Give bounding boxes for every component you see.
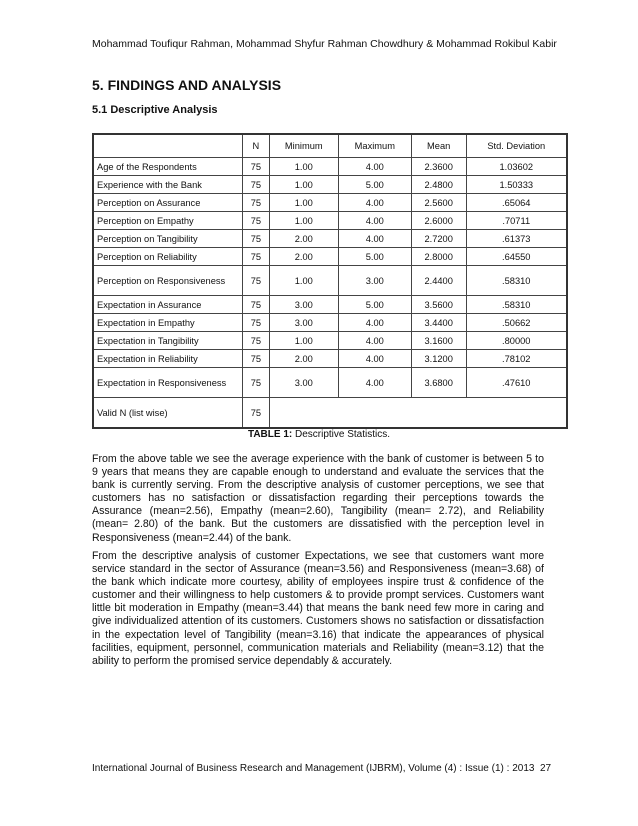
cell-n: 75	[243, 176, 270, 194]
cell-mean: 3.4400	[411, 314, 466, 332]
cell-sd: .80000	[466, 332, 567, 350]
cell-mean: 3.1200	[411, 350, 466, 368]
cell-min: 2.00	[269, 230, 338, 248]
cell-sd: .47610	[466, 368, 567, 398]
cell-mean: 2.3600	[411, 158, 466, 176]
section-title: 5. FINDINGS AND ANALYSIS	[92, 77, 282, 93]
table-row	[93, 230, 567, 248]
cell-min: 1.00	[269, 266, 338, 296]
caption-text: Descriptive Statistics.	[292, 429, 391, 440]
table-row	[93, 314, 567, 332]
column-header-maximum: Maximum	[338, 134, 411, 158]
cell-sd: .50662	[466, 314, 567, 332]
table-row	[93, 176, 567, 194]
cell-label: Perception on Empathy	[93, 212, 243, 230]
cell-min: 3.00	[269, 314, 338, 332]
cell-label: Expectation in Empathy	[93, 314, 243, 332]
cell-max: 4.00	[338, 368, 411, 398]
table-row	[93, 368, 567, 398]
cell-label: Perception on Tangibility	[93, 230, 243, 248]
column-header-mean: Mean	[411, 134, 466, 158]
cell-max: 5.00	[338, 248, 411, 266]
cell-max: 5.00	[338, 176, 411, 194]
valid-n-row	[93, 398, 567, 429]
table-row	[93, 332, 567, 350]
table-row	[93, 194, 567, 212]
cell-n: 75	[243, 230, 270, 248]
caption-label: TABLE 1:	[247, 429, 293, 440]
cell-label: Perception on Assurance	[93, 194, 243, 212]
cell-sd: .70711	[466, 212, 567, 230]
empty-cell	[338, 398, 411, 429]
cell-label: Expectation in Reliability	[93, 350, 243, 368]
cell-min: 2.00	[269, 248, 338, 266]
cell-mean: 2.4400	[411, 266, 466, 296]
cell-n: 75	[243, 398, 270, 429]
cell-min: 1.00	[269, 332, 338, 350]
table-row	[93, 212, 567, 230]
cell-min: 3.00	[269, 296, 338, 314]
cell-mean: 3.6800	[411, 368, 466, 398]
cell-min: 2.00	[269, 350, 338, 368]
empty-cell	[411, 398, 466, 429]
cell-max: 4.00	[338, 194, 411, 212]
cell-min: 1.00	[269, 212, 338, 230]
cell-n: 75	[243, 158, 270, 176]
table-row	[93, 248, 567, 266]
cell-max: 4.00	[338, 212, 411, 230]
column-header-std-deviation: Std. Deviation	[466, 134, 567, 158]
cell-n: 75	[243, 194, 270, 212]
cell-label: Experience with the Bank	[93, 176, 243, 194]
cell-n: 75	[243, 212, 270, 230]
cell-n: 75	[243, 332, 270, 350]
cell-n: 75	[243, 368, 270, 398]
cell-sd: .78102	[466, 350, 567, 368]
cell-max: 4.00	[338, 314, 411, 332]
cell-sd: 1.50333	[466, 176, 567, 194]
cell-n: 75	[243, 266, 270, 296]
cell-sd: .58310	[466, 266, 567, 296]
table-row	[93, 266, 567, 296]
cell-n: 75	[243, 314, 270, 332]
cell-sd: .58310	[466, 296, 567, 314]
cell-sd: 1.03602	[466, 158, 567, 176]
cell-mean: 2.6000	[411, 212, 466, 230]
cell-max: 3.00	[338, 266, 411, 296]
cell-mean: 2.8000	[411, 248, 466, 266]
table-header-row	[93, 134, 567, 158]
cell-mean: 2.4800	[411, 176, 466, 194]
cell-n: 75	[243, 296, 270, 314]
cell-max: 4.00	[338, 158, 411, 176]
cell-label: Expectation in Assurance	[93, 296, 243, 314]
paragraph-expectations: From the descriptive analysis of customer Expectations, we see that customers want more service standard in the sector of Assurance (mean=3.56) and Responsiveness (mean=3.68) of the bank which indicate more courtesy, ability of employees inspire trust & confidence of the customer and their willingness to help customers & to provide prompt services. Customers want little bit moderation in Empathy (mean=3.44) that means the bank need few more in caring and give individualized attention of its customers. Customers shows no satisfaction or dissatisfaction in the expectation level of Tangibility (mean=3.16) that indicate the appearances of physical facilities, equipment, personnel, communication materials and Reliability (mean=3.12) that the ability to perform the promised service dependably & accurately.	[92, 550, 544, 667]
empty-cell	[466, 398, 567, 429]
cell-n: 75	[243, 248, 270, 266]
table-row	[93, 350, 567, 368]
cell-max: 5.00	[338, 296, 411, 314]
cell-min: 1.00	[269, 158, 338, 176]
cell-min: 3.00	[269, 368, 338, 398]
cell-label: Age of the Respondents	[93, 158, 243, 176]
column-header-n: N	[243, 134, 270, 158]
cell-max: 4.00	[338, 230, 411, 248]
cell-n: 75	[243, 350, 270, 368]
table-row	[93, 296, 567, 314]
cell-label: Expectation in Tangibility	[93, 332, 243, 350]
running-footer: International Journal of Business Research and Management (IJBRM), Volume (4) : Issue (1) : 2013	[92, 763, 535, 774]
cell-label: Perception on Responsiveness	[93, 266, 243, 296]
subsection-title: 5.1 Descriptive Analysis	[92, 104, 218, 116]
cell-max: 4.00	[338, 332, 411, 350]
cell-min: 1.00	[269, 194, 338, 212]
cell-sd: .64550	[466, 248, 567, 266]
cell-label: Expectation in Responsiveness	[93, 368, 243, 398]
running-header: Mohammad Toufiqur Rahman, Mohammad Shyfur Rahman Chowdhury & Mohammad Rokibul Kabir	[92, 38, 557, 50]
cell-mean: 3.1600	[411, 332, 466, 350]
cell-sd: .61373	[466, 230, 567, 248]
cell-sd: .65064	[466, 194, 567, 212]
cell-mean: 2.7200	[411, 230, 466, 248]
cell-label: Perception on Reliability	[93, 248, 243, 266]
descriptive-statistics-table	[92, 133, 568, 429]
table-caption	[0, 429, 638, 440]
paragraph-perceptions: From the above table we see the average experience with the bank of customer is between 5 to 9 years that means they are capable enough to understand and evaluate the services that the bank is currently serving. From the descriptive analysis of customer perceptions, we see that customers has no satisfaction or dissatisfaction regarding their perceptions towards the Assurance (mean=2.56), Empathy (mean=2.60), Tangibility (mean= 2.72), and Reliability (mean= 2.80) of the bank. But the customers are dissatisfied with the perception level in Responsiveness (mean=2.44) of the bank.	[92, 453, 544, 544]
page-number: 27	[540, 763, 552, 774]
cell-mean: 3.5600	[411, 296, 466, 314]
cell-label: Valid N (list wise)	[93, 398, 243, 429]
empty-cell	[269, 398, 338, 429]
column-header-minimum: Minimum	[269, 134, 338, 158]
header-corner-cell	[93, 134, 243, 158]
cell-mean: 2.5600	[411, 194, 466, 212]
cell-max: 4.00	[338, 350, 411, 368]
table-row	[93, 158, 567, 176]
cell-min: 1.00	[269, 176, 338, 194]
